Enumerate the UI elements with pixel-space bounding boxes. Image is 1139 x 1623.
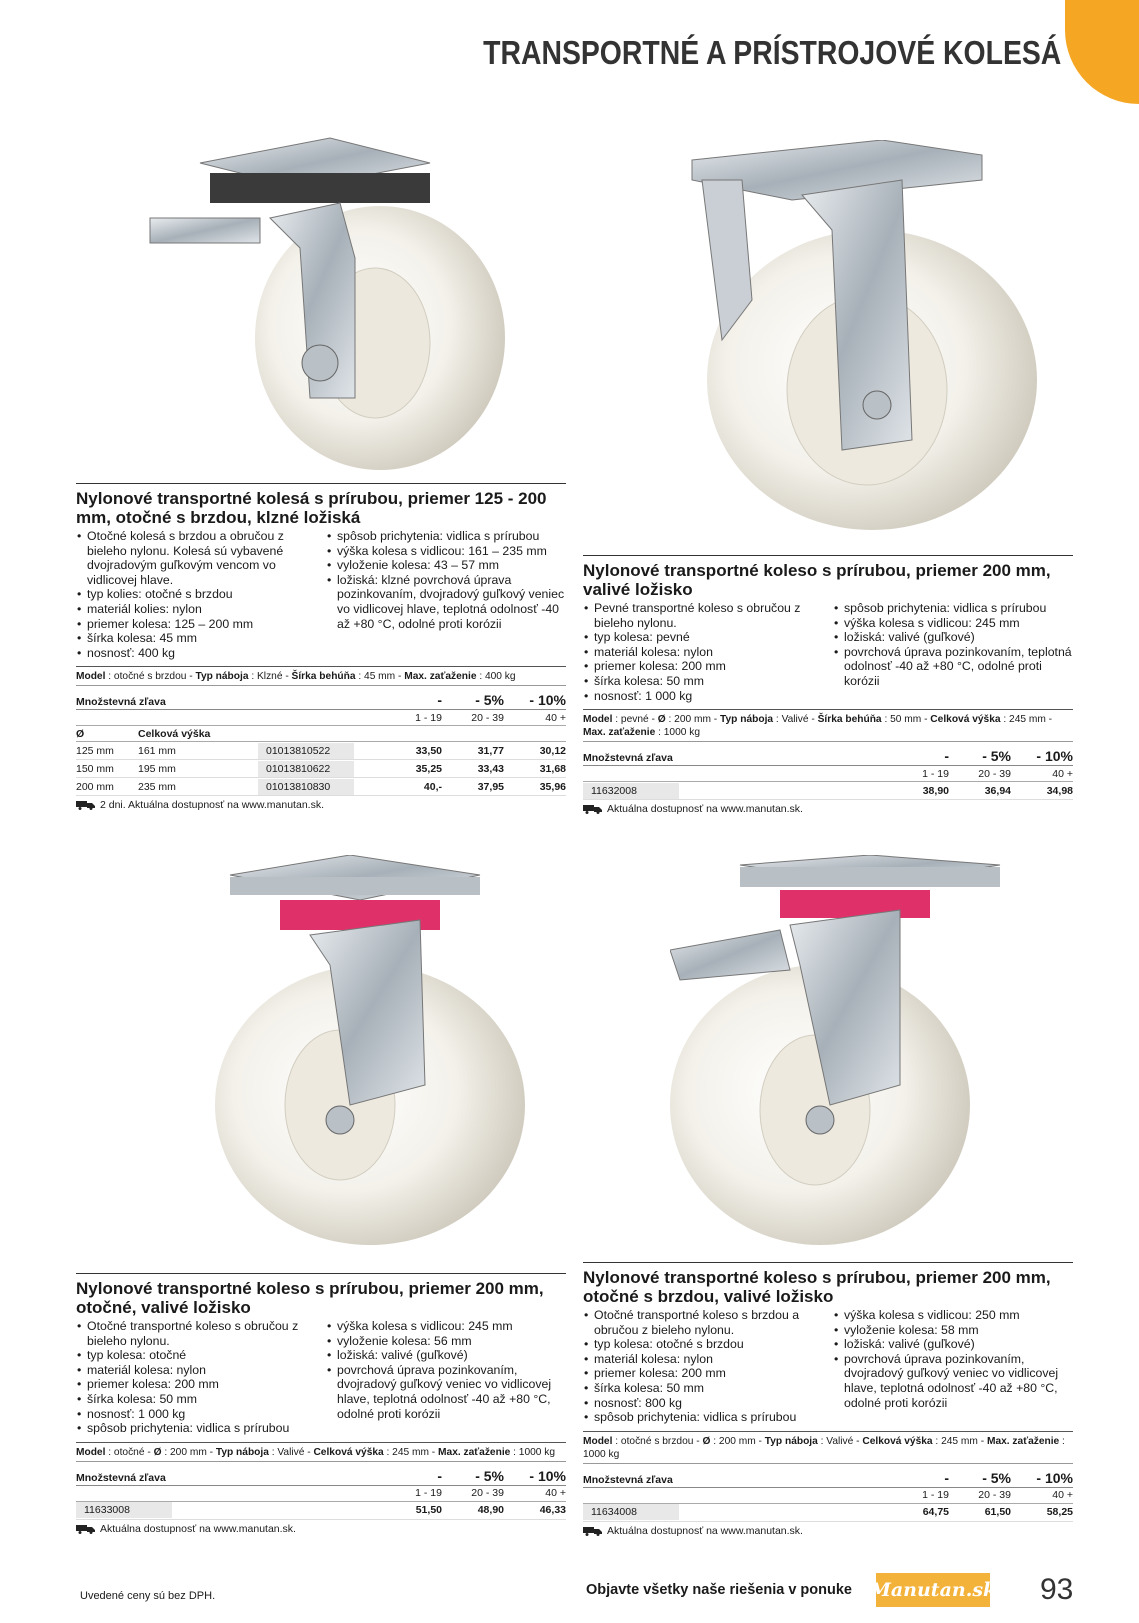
- product-code[interactable]: 01013810622: [258, 761, 354, 777]
- product-code[interactable]: 11633008: [76, 1502, 172, 1518]
- model-line: Model : otočné s brzdou - Ø : 200 mm - Typ náboja : Valivé - Celková výška : 245 mm - Max. zaťaženie : 1000 kg: [583, 1431, 1073, 1464]
- feature-item: • Otočné transportné koleso s brzdou a obručou z bieleho nylonu.: [583, 1308, 833, 1337]
- feature-item: • priemer kolesa: 200 mm: [583, 659, 833, 674]
- feature-item: • ložiská: klzné povrchová úprava pozinkovaním, dvojradový guľkový veniec vo vidlicovej hlave, teplotná odolnosť -40 až +80 °C, odolné proti korózii: [326, 573, 566, 631]
- availability: [583, 803, 1073, 815]
- feature-item: • materiál kolesa: nylon: [583, 1352, 833, 1367]
- features-left: [583, 1308, 833, 1425]
- discount-header: Množstevná zľava - - 5% - 10%: [583, 1469, 1073, 1486]
- feature-item: • Otočné kolesá s brzdou a obručou z bieleho nylonu. Kolesá sú vybavené dvojradovým guľkovým vencom vo vidlicovej hlave.: [76, 529, 326, 587]
- truck-icon: [583, 804, 602, 814]
- discount-header: Množstevná zľava - - 5% - 10%: [76, 692, 566, 709]
- feature-item: • priemer kolesa: 125 – 200 mm: [76, 617, 326, 632]
- feature-item: • povrchová úprava pozinkovaním, dvojradový guľkový veniec vo vidlicovej hlave, teplotná odolnosť -40 až +80 °C, odolné proti korózii: [833, 1352, 1073, 1410]
- table-row: 11632008 38,90 36,94 34,98: [583, 782, 1073, 800]
- feature-item: • Otočné transportné koleso s obručou z bieleho nylonu.: [76, 1319, 326, 1348]
- feature-item: • Pevné transportné koleso s obručou z bieleho nylonu.: [583, 601, 833, 630]
- quantity-header: 1 - 19 20 - 39 40 +: [583, 1488, 1073, 1504]
- truck-icon: [76, 1524, 95, 1534]
- availability-text[interactable]: Aktuálna dostupnosť na www.manutan.sk.: [100, 1522, 296, 1535]
- page-number: 93: [1040, 1573, 1074, 1606]
- feature-item: • výška kolesa s vidlicou: 245 mm: [833, 616, 1073, 631]
- feature-item: • materiál kolesa: nylon: [76, 1363, 326, 1378]
- feature-item: • výška kolesa s vidlicou: 161 – 235 mm: [326, 544, 566, 559]
- feature-item: • typ kolesa: otočné: [76, 1348, 326, 1363]
- model-line: Model : otočné s brzdou - Typ náboja : Klzné - Šírka behúňa : 45 mm - Max. zaťaženie : 400 kg: [76, 666, 566, 686]
- feature-item: • spôsob prichytenia: vidlica s prírubou: [583, 1410, 833, 1425]
- product-code[interactable]: 11632008: [583, 783, 679, 799]
- feature-item: • vyloženie kolesa: 58 mm: [833, 1323, 1073, 1338]
- product-title: Nylonové transportné kolesá s prírubou, priemer 125 - 200 mm, otočné s brzdou, klzné ložiská: [76, 483, 566, 527]
- product-title: Nylonové transportné koleso s prírubou, priemer 200 mm, valivé ložisko: [583, 555, 1073, 599]
- feature-item: • spôsob prichytenia: vidlica s prírubou: [76, 1421, 326, 1436]
- feature-item: • výška kolesa s vidlicou: 245 mm: [326, 1319, 566, 1334]
- product-code[interactable]: 11634008: [583, 1504, 679, 1520]
- table-row: 200 mm 235 mm 01013810830 40,- 37,95 35,96: [76, 778, 566, 796]
- product-card-4: [583, 1262, 1073, 1537]
- product-features: [76, 529, 566, 660]
- product-image-swivel-wheel: [200, 855, 550, 1245]
- availability-text[interactable]: 2 dni. Aktuálna dostupnosť na www.manutan.sk.: [100, 799, 324, 812]
- product-code[interactable]: 01013810522: [258, 743, 354, 759]
- product-image-fixed-wheel: [682, 140, 1062, 530]
- product-image-swivel-brake-wheel: [140, 128, 540, 473]
- price-note: Uvedené ceny sú bez DPH.: [80, 1590, 216, 1602]
- availability: [76, 799, 566, 811]
- features-left: [76, 529, 326, 660]
- table-row: 150 mm 195 mm 01013810622 35,25 33,43 31,68: [76, 760, 566, 778]
- feature-item: • priemer kolesa: 200 mm: [583, 1366, 833, 1381]
- model-line: Model : otočné - Ø : 200 mm - Typ náboja : Valivé - Celková výška : 245 mm - Max. zaťaženie : 1000 kg: [76, 1442, 566, 1462]
- discount-header: Množstevná zľava - - 5% - 10%: [583, 748, 1073, 765]
- quantity-header: 1 - 19 20 - 39 40 +: [583, 766, 1073, 782]
- product-card-1: [76, 483, 566, 811]
- truck-icon: [76, 800, 95, 810]
- column-header: Ø Celková výška: [76, 726, 566, 742]
- feature-item: • typ kolesa: pevné: [583, 630, 833, 645]
- product-title: Nylonové transportné koleso s prírubou, priemer 200 mm, otočné s brzdou, valivé ložisko: [583, 1262, 1073, 1306]
- table-row: 125 mm 161 mm 01013810522 33,50 31,77 30,12: [76, 742, 566, 760]
- product-card-3: [76, 1273, 566, 1535]
- table-row: 11633008 51,50 48,90 46,33: [76, 1502, 566, 1520]
- feature-item: • nosnosť: 800 kg: [583, 1396, 833, 1411]
- features-right: [326, 1319, 566, 1436]
- feature-item: • materiál kolesa: nylon: [583, 645, 833, 660]
- feature-item: • šírka kolesa: 45 mm: [76, 631, 326, 646]
- quantity-header: 1 - 19 20 - 39 40 +: [76, 710, 566, 726]
- feature-item: • nosnosť: 400 kg: [76, 646, 326, 661]
- product-code[interactable]: 01013810830: [258, 779, 354, 795]
- feature-item: • ložiská: valivé (guľkové): [833, 630, 1073, 645]
- feature-item: • šírka kolesa: 50 mm: [583, 1381, 833, 1396]
- product-features: [76, 1319, 566, 1436]
- feature-item: • priemer kolesa: 200 mm: [76, 1377, 326, 1392]
- feature-item: • povrchová úprava pozinkovaním, teplotná odolnosť -40 až +80 °C, odolné proti korózii: [833, 645, 1073, 689]
- feature-item: • spôsob prichytenia: vidlica s prírubou: [833, 601, 1073, 616]
- features-right: [326, 529, 566, 660]
- table-row: 11634008 64,75 61,50 58,25: [583, 1504, 1073, 1522]
- product-card-2: [583, 555, 1073, 815]
- feature-item: • spôsob prichytenia: vidlica s prírubou: [326, 529, 566, 544]
- product-image-swivel-brake-wheel-2: [670, 855, 1020, 1245]
- feature-item: • materiál kolies: nylon: [76, 602, 326, 617]
- page-title: TRANSPORTNÉ A PRÍSTROJOVÉ KOLESÁ: [482, 34, 1061, 71]
- manutan-logo[interactable]: [869, 1573, 997, 1607]
- features-left: [76, 1319, 326, 1436]
- feature-item: • ložiská: valivé (guľkové): [326, 1348, 566, 1363]
- feature-item: • povrchová úprava pozinkovaním, dvojradový guľkový veniec vo vidlicovej hlave, teplotná odolnosť -40 až +80 °C, odolné proti korózii: [326, 1363, 566, 1421]
- feature-item: • nosnosť: 1 000 kg: [76, 1407, 326, 1422]
- availability: [76, 1523, 566, 1535]
- discount-header: Množstevná zľava - - 5% - 10%: [76, 1467, 566, 1484]
- feature-item: • šírka kolesa: 50 mm: [76, 1392, 326, 1407]
- availability: [583, 1525, 1073, 1537]
- feature-item: • nosnosť: 1 000 kg: [583, 689, 833, 704]
- feature-item: • typ kolesa: otočné s brzdou: [583, 1337, 833, 1352]
- footer-cta: Objavte všetky naše riešenia v ponuke: [586, 1582, 852, 1598]
- features-right: [833, 601, 1073, 703]
- availability-text[interactable]: Aktuálna dostupnosť na www.manutan.sk.: [607, 803, 803, 816]
- feature-item: • šírka kolesa: 50 mm: [583, 674, 833, 689]
- model-line: Model : pevné - Ø : 200 mm - Typ náboja : Valivé - Šírka behúňa : 50 mm - Celková výška : 245 mm - Max. zaťaženie : 1000 kg: [583, 709, 1073, 742]
- product-title: Nylonové transportné koleso s prírubou, priemer 200 mm, otočné, valivé ložisko: [76, 1273, 566, 1317]
- corner-accent: [1065, 0, 1139, 104]
- features-right: [833, 1308, 1073, 1425]
- features-left: [583, 601, 833, 703]
- feature-item: • ložiská: valivé (guľkové): [833, 1337, 1073, 1352]
- availability-text[interactable]: Aktuálna dostupnosť na www.manutan.sk.: [607, 1524, 803, 1537]
- product-features: [583, 1308, 1073, 1425]
- feature-item: • vyloženie kolesa: 43 – 57 mm: [326, 558, 566, 573]
- truck-icon: [583, 1526, 602, 1536]
- feature-item: • vyloženie kolesa: 56 mm: [326, 1334, 566, 1349]
- product-features: [583, 601, 1073, 703]
- feature-item: • výška kolesa s vidlicou: 250 mm: [833, 1308, 1073, 1323]
- quantity-header: 1 - 19 20 - 39 40 +: [76, 1486, 566, 1502]
- feature-item: • typ kolies: otočné s brzdou: [76, 587, 326, 602]
- logo-text: Manutan.sk: [869, 1579, 997, 1601]
